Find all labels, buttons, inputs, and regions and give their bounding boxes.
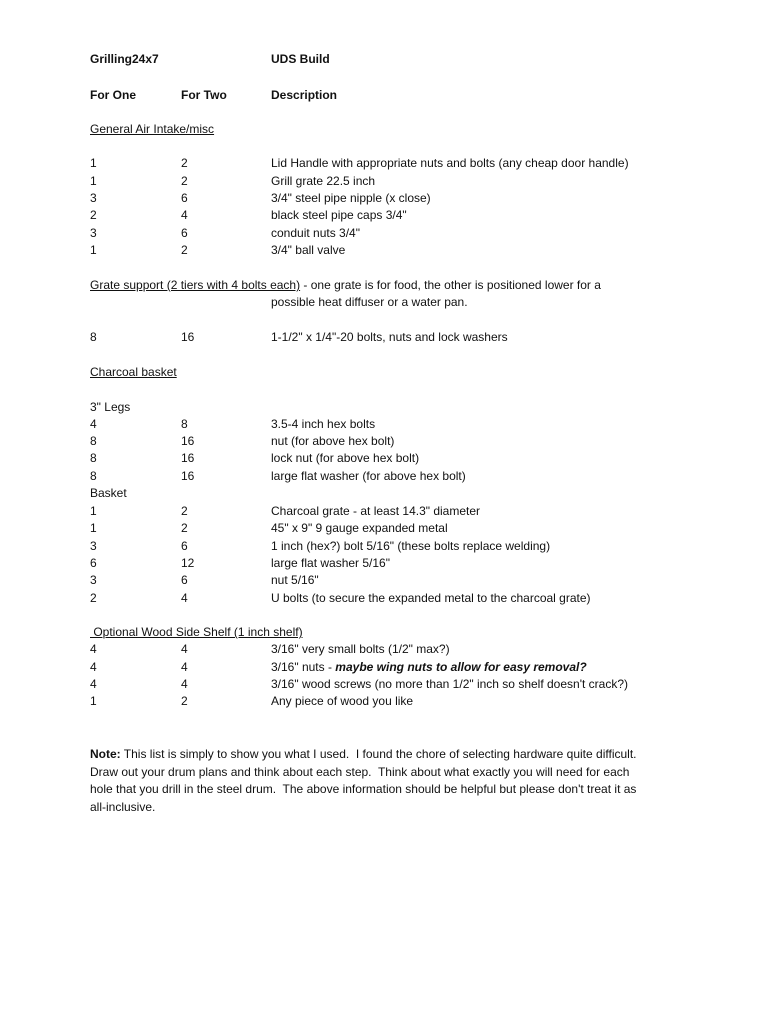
- item-description: 1 inch (hex?) bolt 5/16" (these bolts replace welding): [271, 539, 551, 553]
- item-description: large flat washer (for above hex bolt): [271, 469, 466, 483]
- item-description: 3.5-4 inch hex bolts: [271, 417, 376, 431]
- table-row: [0, 155, 768, 172]
- table-row: [0, 641, 768, 658]
- qty-for-two: 16: [181, 330, 195, 344]
- section-heading-charcoal-basket: [0, 364, 768, 381]
- item-description: 3/16" very small bolts (1/2" max?): [271, 642, 450, 656]
- column-header-for-two: For Two: [181, 88, 227, 102]
- qty-for-one: 1: [90, 156, 97, 170]
- subsection-label-basket: [0, 485, 768, 502]
- site-name: Grilling24x7: [90, 52, 159, 66]
- qty-for-two: 4: [181, 642, 188, 656]
- qty-for-one: 1: [90, 694, 97, 708]
- table-row: [0, 207, 768, 224]
- item-description: conduit nuts 3/4": [271, 226, 360, 240]
- item-description: Lid Handle with appropriate nuts and bolts (any cheap door handle): [271, 156, 629, 170]
- qty-for-two: 2: [181, 174, 188, 188]
- qty-for-one: 3: [90, 573, 97, 587]
- section-heading-line: [90, 277, 601, 294]
- item-description: 3/16" nuts -: [271, 660, 336, 674]
- section-heading-air-intake: [0, 121, 768, 138]
- qty-for-one: 1: [90, 243, 97, 257]
- item-description: large flat washer 5/16": [271, 556, 390, 570]
- qty-for-one: 3: [90, 226, 97, 240]
- qty-for-two: 16: [181, 451, 195, 465]
- qty-for-one: 1: [90, 174, 97, 188]
- qty-for-one: 8: [90, 469, 97, 483]
- table-row: [0, 590, 768, 607]
- item-description: 1-1/2" x 1/4"-20 bolts, nuts and lock washers: [271, 330, 508, 344]
- subsection-label: 3" Legs: [90, 400, 131, 414]
- qty-for-one: 4: [90, 677, 97, 691]
- section-heading-grate-support: [0, 277, 768, 294]
- qty-for-two: 6: [181, 226, 188, 240]
- note-text: This list is simply to show you what I used. I found the chore of selecting hardware quite difficult.: [120, 747, 637, 761]
- section-heading-note-continued: possible heat diffuser or a water pan.: [271, 295, 468, 309]
- item-description: 3/16" wood screws (no more than 1/2" inch so shelf doesn't crack?): [271, 677, 628, 691]
- item-description: 3/4" steel pipe nipple (x close): [271, 191, 431, 205]
- table-row: [0, 190, 768, 207]
- qty-for-two: 6: [181, 573, 188, 587]
- section-heading-text: Grate support (2 tiers with 4 bolts each): [90, 278, 301, 292]
- qty-for-one: 8: [90, 451, 97, 465]
- qty-for-one: 1: [90, 504, 97, 518]
- qty-for-one: 6: [90, 556, 97, 570]
- qty-for-one: 3: [90, 539, 97, 553]
- column-header-for-one: For One: [90, 88, 137, 102]
- table-row: [0, 173, 768, 190]
- note-line: [0, 764, 768, 781]
- qty-for-one: 8: [90, 330, 97, 344]
- column-header-description: Description: [271, 88, 338, 102]
- item-description: 3/4" ball valve: [271, 243, 346, 257]
- qty-for-two: 4: [181, 591, 188, 605]
- qty-for-one: 1: [90, 521, 97, 535]
- item-description-emphasis: maybe wing nuts to allow for easy removal?: [335, 660, 587, 674]
- qty-for-one: 4: [90, 417, 97, 431]
- table-row: [0, 503, 768, 520]
- section-heading-continuation: [0, 294, 768, 311]
- table-row: [0, 538, 768, 555]
- qty-for-one: 3: [90, 191, 97, 205]
- item-description: 45" x 9" 9 gauge expanded metal: [271, 521, 448, 535]
- qty-for-two: 16: [181, 469, 195, 483]
- note-line: [0, 799, 768, 816]
- qty-for-two: 16: [181, 434, 195, 448]
- qty-for-two: 2: [181, 243, 188, 257]
- table-row: [0, 242, 768, 259]
- qty-for-two: 4: [181, 677, 188, 691]
- note-line: [0, 781, 768, 798]
- qty-for-two: 6: [181, 191, 188, 205]
- qty-for-two: 12: [181, 556, 195, 570]
- qty-for-two: 2: [181, 521, 188, 535]
- qty-for-two: 8: [181, 417, 188, 431]
- header-row: [0, 51, 768, 68]
- column-headers: [0, 87, 768, 104]
- table-row: [0, 520, 768, 537]
- qty-for-two: 2: [181, 694, 188, 708]
- table-row: [0, 329, 768, 346]
- table-row: [0, 555, 768, 572]
- item-description: Any piece of wood you like: [271, 694, 414, 708]
- table-row: [0, 433, 768, 450]
- note-line-content: [90, 746, 637, 763]
- table-row: [0, 468, 768, 485]
- qty-for-one: 4: [90, 642, 97, 656]
- document-title: UDS Build: [271, 52, 330, 66]
- table-row: [0, 693, 768, 710]
- qty-for-two: 6: [181, 539, 188, 553]
- note-label: Note:: [90, 747, 121, 761]
- item-description: nut (for above hex bolt): [271, 434, 395, 448]
- table-row: [0, 676, 768, 693]
- note-text: Draw out your drum plans and think about each step. Think about what exactly you will need for each: [90, 765, 630, 779]
- qty-for-two: 2: [181, 156, 188, 170]
- note-text: all-inclusive.: [90, 800, 156, 814]
- item-description: nut 5/16": [271, 573, 319, 587]
- note-text: hole that you drill in the steel drum. The above information should be helpful but please don't treat it as: [90, 782, 637, 796]
- section-heading-text: Charcoal basket: [90, 365, 177, 379]
- section-heading-wood-shelf: [0, 624, 768, 641]
- item-description-line: [271, 659, 587, 676]
- table-row: [0, 572, 768, 589]
- qty-for-one: 4: [90, 660, 97, 674]
- item-description: U bolts (to secure the expanded metal to the charcoal grate): [271, 591, 591, 605]
- table-row: [0, 450, 768, 467]
- note-line: [0, 746, 768, 763]
- section-heading-note: - one grate is for food, the other is positioned lower for a: [300, 278, 601, 292]
- qty-for-two: 4: [181, 208, 188, 222]
- section-heading-text: Optional Wood Side Shelf (1 inch shelf): [90, 625, 303, 639]
- qty-for-two: 2: [181, 504, 188, 518]
- item-description: Grill grate 22.5 inch: [271, 174, 376, 188]
- table-row: [0, 225, 768, 242]
- qty-for-one: 2: [90, 208, 97, 222]
- qty-for-one: 2: [90, 591, 97, 605]
- subsection-label-legs: [0, 399, 768, 416]
- item-description: Charcoal grate - at least 14.3" diameter: [271, 504, 481, 518]
- section-heading-text: General Air Intake/misc: [90, 122, 215, 136]
- table-row: [0, 659, 768, 676]
- item-description: black steel pipe caps 3/4": [271, 208, 407, 222]
- subsection-label: Basket: [90, 486, 127, 500]
- qty-for-two: 4: [181, 660, 188, 674]
- item-description: lock nut (for above hex bolt): [271, 451, 420, 465]
- table-row: [0, 416, 768, 433]
- qty-for-one: 8: [90, 434, 97, 448]
